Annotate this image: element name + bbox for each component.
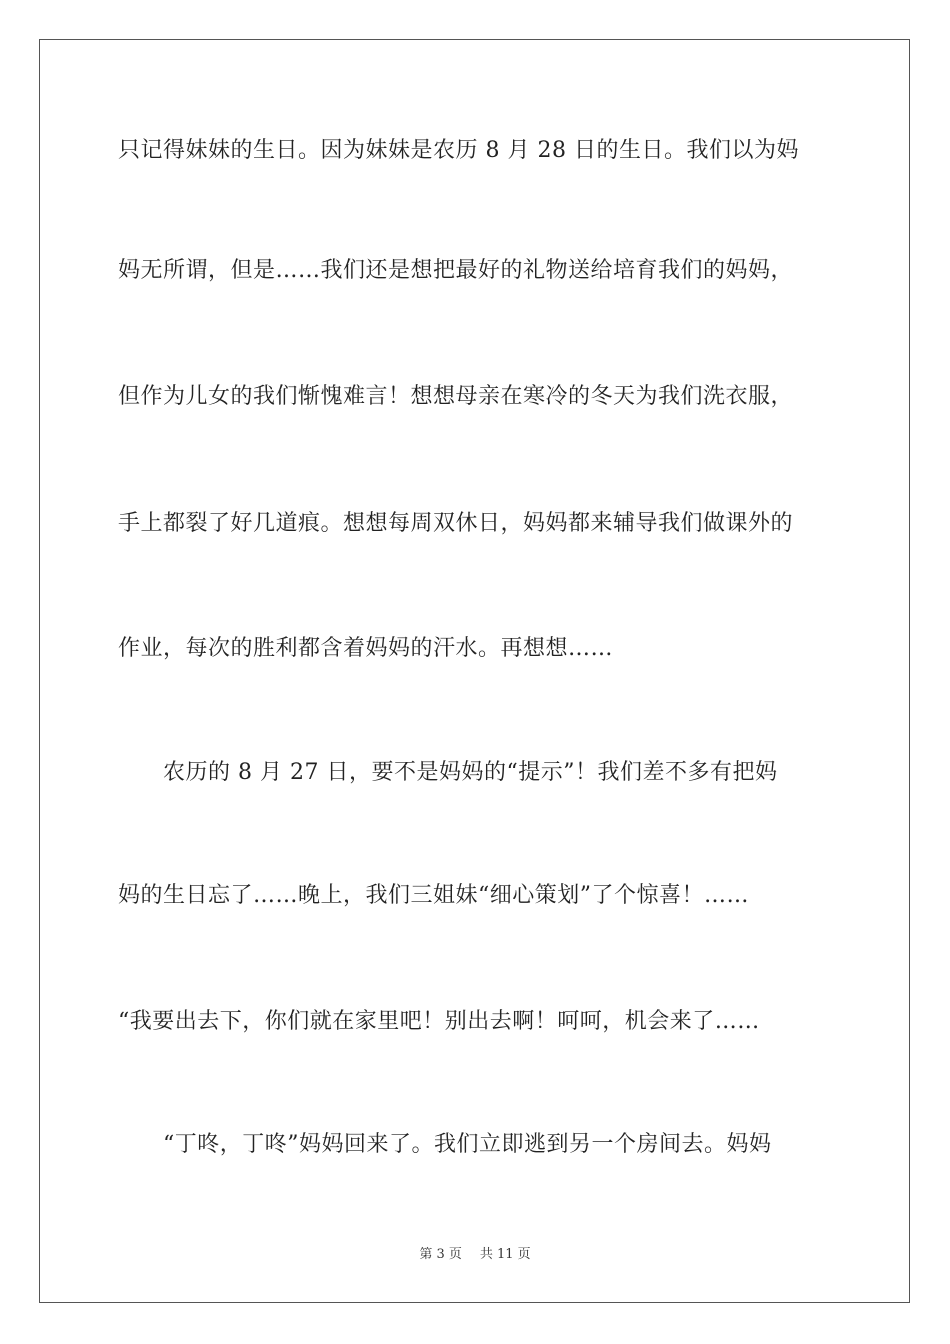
body-text-line: 但作为儿女的我们惭愧难言！想想母亲在寒冷的冬天为我们洗衣服， [118, 384, 794, 409]
page-number: 第 3 页 [419, 1247, 462, 1262]
body-text-line: 妈无所谓，但是……我们还是想把最好的礼物送给培育我们的妈妈， [118, 258, 794, 283]
body-text-line: 只记得妹妹的生日。因为妹妹是农历 8 月 28 日的生日。我们以为妈 [118, 138, 799, 163]
body-text-line: “丁咚，丁咚”妈妈回来了。我们立即逃到另一个房间去。妈妈 [118, 1132, 772, 1157]
body-text-line: 作业，每次的胜利都含着妈妈的汗水。再想想…… [118, 636, 614, 661]
page-total: 共 11 页 [479, 1247, 531, 1262]
body-text-line: 手上都裂了好几道痕。想想每周双休日，妈妈都来辅导我们做课外的 [118, 511, 794, 536]
page-border [39, 39, 910, 1303]
body-text-line: 农历的 8 月 27 日，要不是妈妈的“提示”！我们差不多有把妈 [118, 760, 778, 785]
body-text-line: “我要出去下，你们就在家里吧！别出去啊！呵呵，机会来了…… [118, 1009, 760, 1034]
body-text-line: 妈的生日忘了……晚上，我们三姐妹“细心策划”了个惊喜！…… [118, 883, 749, 908]
page-footer [0, 1246, 950, 1264]
